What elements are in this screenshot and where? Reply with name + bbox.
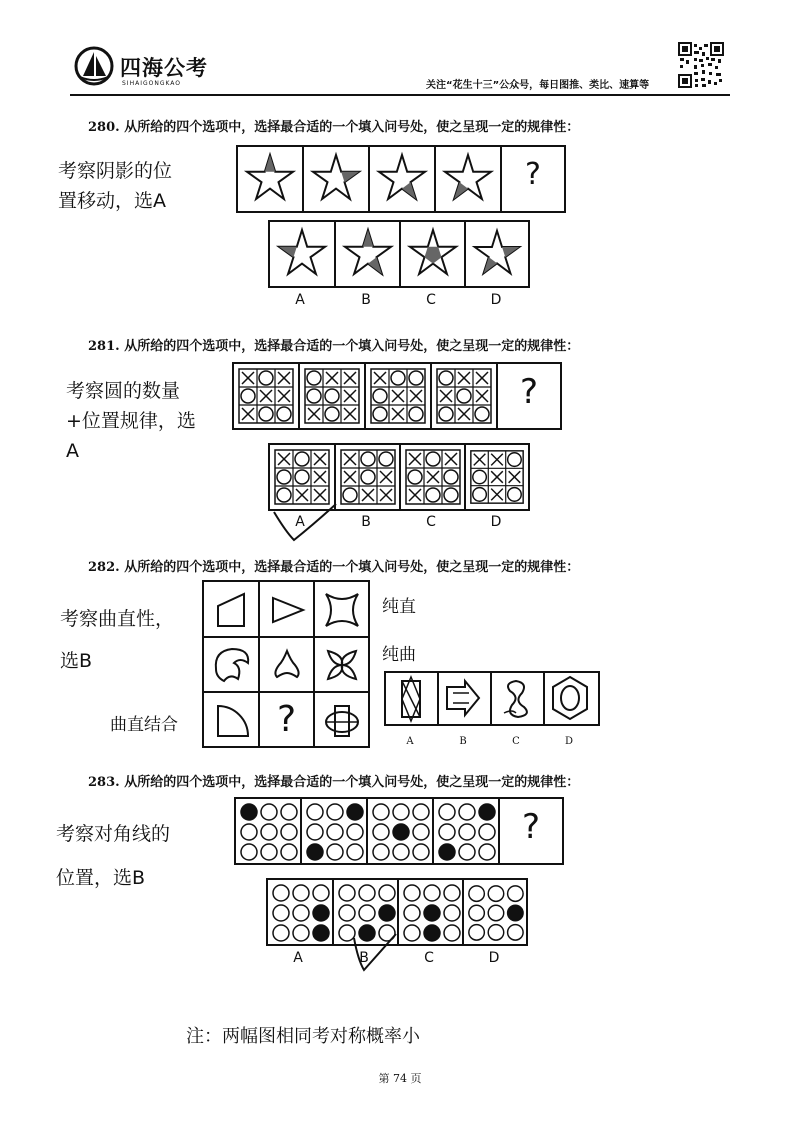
q280-option-label: D — [490, 292, 502, 308]
hexagon-ellipse-shape — [545, 673, 595, 724]
white-dot — [459, 804, 475, 820]
q282-choice-cell[interactable] — [545, 673, 598, 724]
circle-mark — [409, 407, 423, 421]
cross-mark — [278, 372, 290, 384]
cross-mark — [308, 408, 320, 420]
white-dot — [327, 844, 343, 860]
q281-choice-row — [268, 443, 530, 511]
cross-mark — [491, 489, 503, 501]
cross-mark — [409, 453, 421, 465]
q281-option-label: A — [295, 514, 305, 530]
cross-mark — [362, 489, 374, 501]
white-dot — [439, 824, 455, 840]
q282-choice-row — [384, 671, 600, 726]
q281-choice-cell[interactable] — [336, 445, 401, 509]
curved-blob-shape — [210, 643, 254, 687]
white-dot — [413, 804, 429, 820]
q283-stem-cell — [302, 799, 368, 863]
circle-mark — [361, 452, 375, 466]
white-dot — [261, 804, 277, 820]
q282-row2-label: 纯曲 — [382, 645, 416, 665]
black-dot — [424, 925, 440, 941]
q283-option-label: C — [424, 950, 434, 966]
question-282-text: 282. 从所给的四个选项中，选择最合适的一个填入问号处，使之呈现一定的规律性： — [88, 560, 580, 575]
q283-stem-cell — [236, 799, 302, 863]
circle-mark — [373, 389, 387, 403]
star-figure — [370, 147, 434, 211]
q281-note — [66, 376, 196, 466]
white-dot — [373, 824, 389, 840]
white-dot — [273, 925, 289, 941]
handwritten-check-icon — [270, 502, 340, 544]
cross-mark — [326, 372, 338, 384]
q283-grid — [268, 880, 332, 944]
qr-code-icon — [678, 42, 724, 88]
cross-mark — [314, 453, 326, 465]
q281-choice-cell[interactable] — [466, 445, 528, 509]
circle-mark — [473, 470, 487, 484]
q281-choice-cell[interactable] — [401, 445, 466, 509]
q281-stem-cell — [234, 364, 300, 428]
white-dot — [307, 804, 323, 820]
black-dot — [313, 905, 329, 921]
q282-option-label: C — [512, 736, 520, 747]
q281-stem-cell — [300, 364, 366, 428]
header — [70, 40, 730, 100]
white-dot — [444, 885, 460, 901]
question-283-text: 283. 从所给的四个选项中，选择最合适的一个填入问号处，使之呈现一定的规律性： — [88, 775, 580, 790]
white-dot — [479, 824, 495, 840]
q283-stem-cell — [368, 799, 434, 863]
white-dot — [281, 844, 297, 860]
page-number: 第 74 页 — [378, 1072, 422, 1085]
star-figure — [436, 147, 500, 211]
q282-option-label: B — [459, 736, 467, 747]
q283-choice-cell[interactable] — [268, 880, 334, 944]
q280-stem-cell — [304, 147, 370, 211]
cross-mark — [314, 471, 326, 483]
cross-mark — [380, 489, 392, 501]
q281-grid — [466, 445, 528, 509]
q281-stem-row — [232, 362, 562, 430]
q282-matrix — [202, 580, 370, 748]
star-figure — [304, 147, 368, 211]
question-280-text: 280. 从所给的四个选项中，选择最合适的一个填入问号处，使之呈现一定的规律性： — [88, 120, 580, 135]
q283-grid — [434, 799, 498, 863]
white-dot — [393, 844, 409, 860]
circle-mark — [361, 470, 375, 484]
black-dot — [347, 804, 363, 820]
brand-subtitle: SIHAIGONGKAO — [122, 80, 182, 87]
note-line: 考察曲直性， — [60, 608, 175, 630]
note-line: +位置规律，选 — [66, 410, 196, 432]
diamond-rectangle-shape — [386, 673, 436, 724]
q280-choice-cell[interactable] — [270, 222, 336, 286]
quarter-circle-shape — [210, 698, 254, 742]
white-dot — [459, 824, 475, 840]
circle-mark — [475, 407, 489, 421]
circle-mark — [426, 488, 440, 502]
black-dot — [439, 844, 455, 860]
white-dot — [439, 804, 455, 820]
cross-mark — [392, 390, 404, 402]
handwritten-check-icon — [350, 930, 400, 974]
q280-choice-row — [268, 220, 530, 288]
cross-mark — [260, 390, 272, 402]
cross-mark — [344, 471, 356, 483]
circle-mark — [473, 488, 487, 502]
q280-choice-cell[interactable] — [466, 222, 528, 286]
circle-mark — [439, 407, 453, 421]
star-figure — [401, 222, 465, 286]
circle-mark — [307, 371, 321, 385]
cross-mark — [445, 453, 457, 465]
circle-mark — [408, 470, 422, 484]
q283-option-label: B — [359, 950, 369, 966]
white-dot — [413, 824, 429, 840]
q281-grid — [234, 364, 298, 428]
black-dot — [424, 905, 440, 921]
q281-grid — [366, 364, 430, 428]
cross-mark — [374, 372, 386, 384]
white-dot — [404, 905, 420, 921]
q280-stem-cell — [238, 147, 304, 211]
white-dot — [261, 844, 277, 860]
q280-option-label: A — [295, 292, 305, 308]
black-dot — [313, 925, 329, 941]
circle-mark — [379, 452, 393, 466]
white-dot — [393, 804, 409, 820]
white-dot — [307, 824, 323, 840]
curved-flower-shape — [265, 643, 309, 687]
star-figure — [270, 222, 334, 286]
white-dot — [339, 905, 355, 921]
white-dot — [469, 905, 485, 921]
q280-stem-cell — [370, 147, 436, 211]
note-line: 考察阴影的位 — [58, 160, 173, 182]
circle-mark — [508, 453, 522, 467]
cross-mark — [344, 453, 356, 465]
curly-loop-shape — [492, 673, 542, 724]
white-dot — [488, 905, 504, 921]
q281-choice-cell[interactable] — [270, 445, 336, 509]
circle-mark — [325, 389, 339, 403]
q282-row1-label: 纯直 — [382, 597, 416, 617]
q283-grid — [464, 880, 526, 944]
note-line: 考察对角线的 — [56, 823, 171, 845]
white-dot — [404, 885, 420, 901]
cross-mark — [344, 372, 356, 384]
note-line: A — [66, 440, 79, 462]
q281-option-label: C — [426, 514, 436, 530]
circle-mark — [277, 470, 291, 484]
cross-mark — [491, 454, 503, 466]
circle-mark — [277, 407, 291, 421]
header-notice: 关注“花生十三”公众号，每日图推、类比、速算等 — [426, 80, 650, 91]
circle-mark — [426, 452, 440, 466]
white-dot — [469, 925, 485, 941]
q283-option-label: D — [488, 950, 500, 966]
circle-mark — [295, 452, 309, 466]
q280-question-cell — [502, 147, 564, 211]
white-dot — [373, 804, 389, 820]
white-dot — [424, 885, 440, 901]
cross-mark — [509, 471, 521, 483]
white-dot — [241, 824, 257, 840]
q282-choice-cell[interactable] — [386, 673, 439, 724]
circle-rectangle-shape — [320, 698, 364, 742]
q282-choice-cell[interactable] — [439, 673, 492, 724]
white-dot — [479, 844, 495, 860]
q281-stem-cell — [432, 364, 498, 428]
circle-mark — [241, 389, 255, 403]
header-rule — [70, 94, 730, 96]
curved-star-shape — [320, 588, 364, 632]
logo-sail-icon — [74, 46, 114, 86]
arrow-block-shape — [439, 673, 489, 724]
white-dot — [469, 886, 485, 902]
white-dot — [459, 844, 475, 860]
q282-row3-label: 曲直结合 — [110, 715, 178, 735]
cross-mark — [314, 489, 326, 501]
q281-grid — [336, 445, 400, 509]
question-mark: ? — [525, 157, 541, 192]
white-dot — [293, 925, 309, 941]
triangle-shape — [265, 588, 309, 632]
white-dot — [444, 925, 460, 941]
white-dot — [347, 844, 363, 860]
q282-option-label: D — [564, 736, 574, 747]
white-dot — [281, 804, 297, 820]
black-dot — [479, 804, 495, 820]
white-dot — [373, 844, 389, 860]
q280-choice-cell[interactable] — [401, 222, 466, 286]
q280-option-label: B — [361, 292, 371, 308]
white-dot — [508, 886, 524, 902]
q283-grid — [368, 799, 432, 863]
cross-mark — [409, 489, 421, 501]
cross-mark — [344, 408, 356, 420]
white-dot — [313, 885, 329, 901]
cross-mark — [380, 471, 392, 483]
white-dot — [293, 905, 309, 921]
circle-mark — [259, 407, 273, 421]
q281-grid — [432, 364, 496, 428]
white-dot — [327, 804, 343, 820]
q283-question-cell — [500, 799, 562, 863]
circle-mark — [373, 407, 387, 421]
cross-mark — [474, 454, 486, 466]
cross-mark — [427, 471, 439, 483]
q281-question-cell — [498, 364, 560, 428]
circle-mark — [325, 407, 339, 421]
q280-option-label: C — [426, 292, 436, 308]
white-dot — [261, 824, 277, 840]
cross-mark — [392, 408, 404, 420]
white-dot — [347, 824, 363, 840]
q281-grid — [270, 445, 334, 509]
black-dot — [379, 905, 395, 921]
white-dot — [488, 886, 504, 902]
cross-mark — [296, 489, 308, 501]
q283-choice-cell[interactable] — [399, 880, 464, 944]
q280-note — [58, 156, 172, 216]
cross-mark — [278, 453, 290, 465]
note-line: 置移动，选A — [58, 190, 166, 212]
cross-mark — [278, 390, 290, 402]
circle-mark — [295, 470, 309, 484]
q282-choice-cell[interactable] — [492, 673, 545, 724]
black-dot — [241, 804, 257, 820]
circle-mark — [277, 488, 291, 502]
circle-mark — [508, 488, 522, 502]
cross-mark — [242, 372, 254, 384]
note-line: 位置，选B — [56, 867, 146, 889]
brand-name: 四海公考 — [120, 56, 208, 80]
circle-mark — [343, 488, 357, 502]
white-dot — [444, 905, 460, 921]
white-dot — [241, 844, 257, 860]
q281-option-label: D — [490, 514, 502, 530]
q283-stem-cell — [434, 799, 500, 863]
q283-note — [56, 812, 170, 900]
star-figure — [336, 222, 400, 286]
leaves-shape — [320, 643, 364, 687]
footer-note: 注：两幅图相同考对称概率小 — [186, 1026, 420, 1047]
q283-choice-cell[interactable] — [464, 880, 526, 944]
white-dot — [359, 885, 375, 901]
q280-stem-row — [236, 145, 566, 213]
star-figure — [238, 147, 302, 211]
cross-mark — [491, 471, 503, 483]
question-mark: ? — [519, 372, 539, 412]
cross-mark — [476, 390, 488, 402]
white-dot — [339, 885, 355, 901]
white-dot — [281, 824, 297, 840]
cross-mark — [476, 372, 488, 384]
cross-mark — [410, 390, 422, 402]
white-dot — [327, 824, 343, 840]
q281-stem-cell — [366, 364, 432, 428]
circle-mark — [259, 371, 273, 385]
white-dot — [488, 925, 504, 941]
q282-option-label: A — [406, 736, 414, 747]
circle-mark — [439, 371, 453, 385]
question-281-text: 281. 从所给的四个选项中，选择最合适的一个填入问号处，使之呈现一定的规律性： — [88, 339, 580, 354]
note-line: 选B — [60, 650, 93, 672]
q280-stem-cell — [436, 147, 502, 211]
question-mark: ? — [521, 807, 541, 847]
white-dot — [413, 844, 429, 860]
q283-grid — [302, 799, 366, 863]
circle-mark — [457, 389, 471, 403]
circle-mark — [444, 488, 458, 502]
white-dot — [379, 885, 395, 901]
q281-grid — [300, 364, 364, 428]
cross-mark — [458, 372, 470, 384]
white-dot — [359, 905, 375, 921]
q281-grid — [401, 445, 465, 509]
circle-mark — [307, 389, 321, 403]
white-dot — [508, 925, 524, 941]
black-dot — [393, 824, 409, 840]
cross-mark — [242, 408, 254, 420]
circle-mark — [391, 371, 405, 385]
white-dot — [273, 905, 289, 921]
circle-mark — [444, 470, 458, 484]
q283-grid — [236, 799, 300, 863]
q282-note — [60, 598, 174, 682]
q283-stem-row — [234, 797, 564, 865]
q281-option-label: B — [361, 514, 371, 530]
star-figure — [466, 222, 528, 286]
black-dot — [508, 905, 524, 921]
white-dot — [404, 925, 420, 941]
cross-mark — [458, 408, 470, 420]
q280-choice-cell[interactable] — [336, 222, 401, 286]
note-line: 考察圆的数量 — [66, 380, 181, 402]
q283-grid — [399, 880, 463, 944]
cross-mark — [344, 390, 356, 402]
cross-mark — [440, 390, 452, 402]
q283-option-label: A — [293, 950, 303, 966]
white-dot — [273, 885, 289, 901]
trapezoid-shape — [210, 588, 254, 632]
white-dot — [293, 885, 309, 901]
circle-mark — [409, 371, 423, 385]
question-mark: ? — [276, 699, 297, 740]
black-dot — [307, 844, 323, 860]
